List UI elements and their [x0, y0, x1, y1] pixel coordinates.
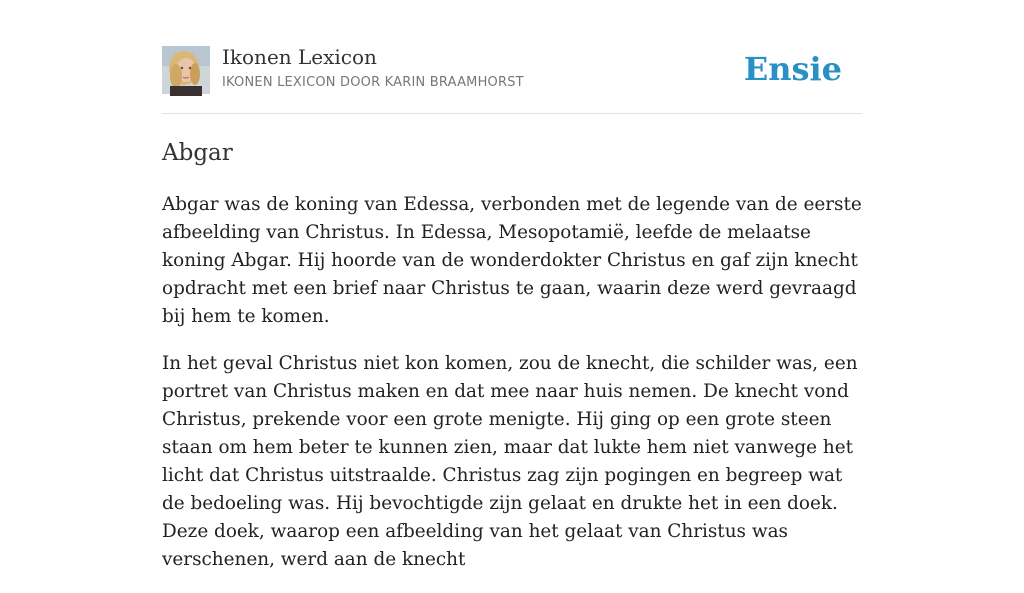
author-name[interactable]: Ikonen Lexicon: [222, 45, 377, 69]
portrait-photo-icon: [162, 46, 210, 94]
author-subtitle[interactable]: IKONEN LEXICON DOOR KARIN BRAAMHORST: [222, 75, 524, 90]
brand-logo[interactable]: Ensie: [743, 50, 842, 88]
article-title: Abgar: [162, 140, 233, 166]
paragraph: Abgar was de koning van Edessa, verbonden met de legende van de eerste afbeelding van Christus. In Edessa, Mesopotamië, leefde de melaatse koning Abgar. Hij hoorde van de wonderdokter Christus en gaf zijn knecht opdracht met een brief naar Christus te gaan, waarin deze werd gevraagd bij hem te komen.: [162, 194, 862, 327]
article-body: [162, 191, 862, 574]
author-avatar[interactable]: [162, 46, 210, 94]
paragraph: In het geval Christus niet kon komen, zou de knecht, die schilder was, een portret van Christus maken en dat mee naar huis nemen. De knecht vond Christus, prekende voor een grote menigte. Hij ging op een grote steen staan om hem beter te kunnen zien, maar dat lukte hem niet vanwege het licht dat Christus uitstraalde. Christus zag zijn pogingen en begreep wat de bedoeling was. Hij bevochtigde zijn gelaat en drukte het in een doek. Deze doek, waarop een afbeelding van het gelaat van Christus was verschenen, werd aan de knecht: [162, 353, 858, 570]
header: [162, 0, 862, 114]
content-column: [162, 0, 862, 593]
